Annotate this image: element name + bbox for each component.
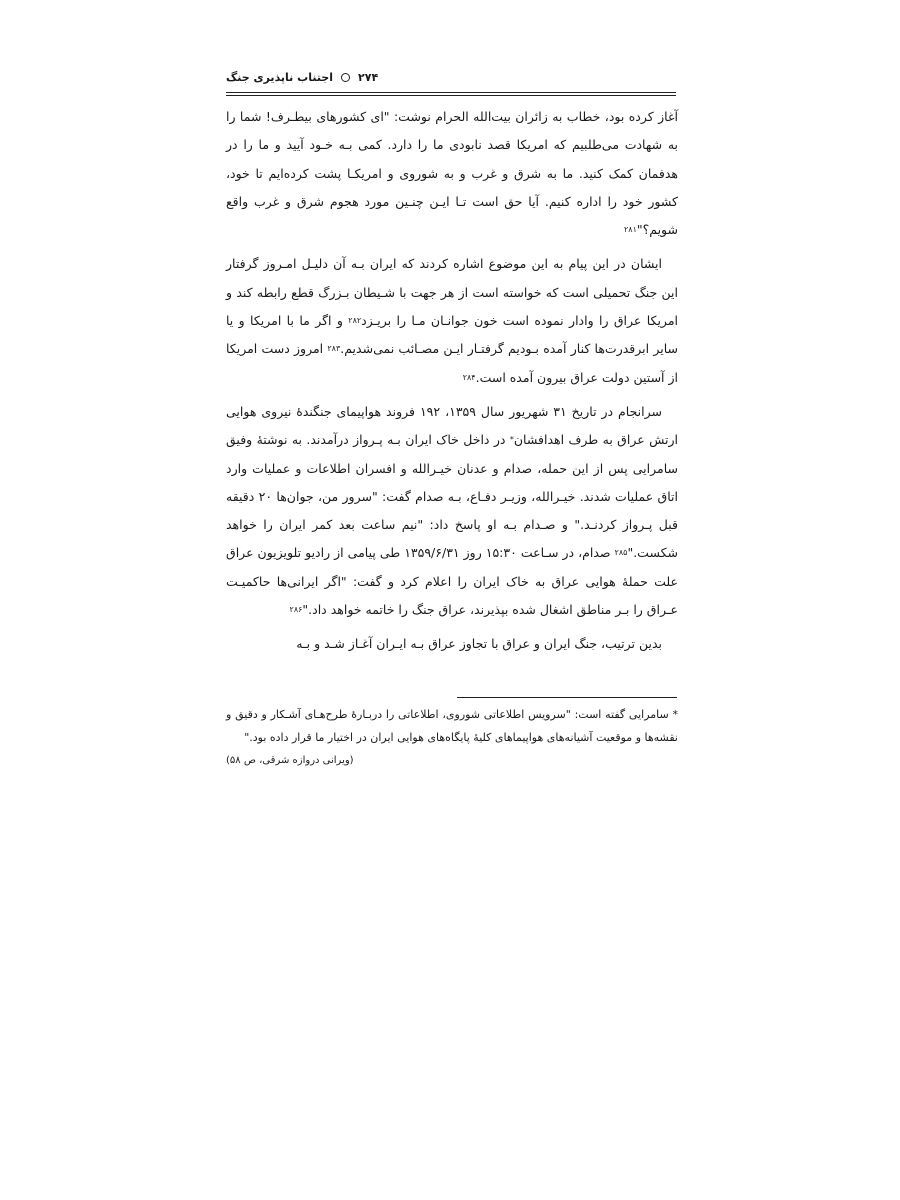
footnote (226, 703, 678, 772)
paragraph-3-text-b: در داخل خاک ایران بـه پـرواز درآمدند. به نوشتهٔ وفیق سامرایی پس از این حمله، صدام و عدنان خیـرالله و افسران اطلاعات و عملیات وارد اتاق عملیات شدند. خیـرالله، وزیـر دفـاع، بـه صدام گفت: "سرور من، جوان‌ها ۲۰ دقیقه قبل پـرواز کردنـد." و صـدام بـه او پاسخ داد: "نیم ساعت بعد کمر ایران را خواهد شکست." (226, 432, 679, 561)
circle-separator-icon (341, 73, 350, 82)
paragraph-1 (226, 103, 678, 244)
page-number: ۲۷۴ (358, 70, 379, 84)
running-header (226, 62, 676, 92)
main-text (226, 103, 678, 659)
running-title: اجتناب ناپذیری جنگ (226, 70, 334, 84)
footnote-source: (ویرانی دروازه شرقی، ص ۵۸) (226, 755, 354, 766)
paragraph-3-text-c: صدام، در سـاعت ۱۵:۳۰ روز ۱۳۵۹/۶/۳۱ طی پیامی از رادیو تلویزیون عراق علت حملهٔ هوایی عراق به خاک ایران را اعلام کرد و گفت: "اگر ایرانی‌ها حاکمیـت عـراق را بـر مناطق اشغال شده بپذیرند، عراق جنگ را خاتمه خواهد داد." (226, 545, 678, 618)
paragraph-3 (226, 398, 678, 624)
endnote-ref-284: ۲۸۴ (462, 372, 476, 382)
paragraph-1-text: آغاز کرده بود، خطاب به زائران بیت‌الله الحرام نوشت: "ای کشورهای بیطـرف! شما را به شهادت می‌طلبیم که امریکا قصد نابودی ما را دارد. کمی بـه خـود آیید و ما را در هدفمان کمک کنید. ما به شرق و غرب و به شوروی و امریکـا پشت کرده‌ایم تا خود، کشور خود را اداره کنیم. آیا حق است تـا ایـن چنـین مورد هجوم شرق و غرب واقع شویم؟" (226, 109, 678, 238)
footnote-text: * سامرایی گفته است: "سرویس اطلاعاتی شوروی، اطلاعاتی را دربـارهٔ طرح‌هـای آشـکار و دقیق و نقشه‌ها و موقعیت آشیانه‌های هواپیماهای کلیهٔ پایگاه‌های هوایی ایران در اختیار ما قرار داده بود." (226, 708, 678, 744)
paragraph-2 (226, 250, 678, 391)
endnote-ref-285: ۲۸۵ (614, 548, 628, 558)
paragraph-2-text-b: و اگر ما با امریکا و یا سایر ابرقدرت‌ها کنار آمده بـودیم گرفتـار ایـن مصـائب نمی‌شدیم. (226, 313, 678, 357)
header-rule-secondary (226, 95, 676, 96)
paragraph-2-text-a: ایشان در این پیام به این موضوع اشاره کردند که ایران بـه آن دلیـل امـروز گرفتار این جنگ تحمیلی است که خواسته است از هر جهت با شـیطان بـزرگ قطع رابطه کند و امریکا عراق را وادار نموده است خون جوانـان مـا را بریـزد (226, 256, 678, 329)
footnote-rule (457, 697, 677, 698)
footnote-marker: * (509, 435, 514, 445)
paragraph-4 (226, 630, 678, 658)
paragraph-2-text-c: امروز دست امریکا از آستین دولت عراق بیرون آمده است. (226, 341, 678, 385)
endnote-ref-283: ۲۸۳ (327, 344, 341, 354)
endnote-ref-281: ۲۸۱ (623, 225, 637, 235)
endnote-ref-282: ۲۸۲ (348, 316, 362, 326)
paragraph-4-text: بدین ترتیب، جنگ ایران و عراق با تجاوز عراق بـه ایـران آغـاز شـد و بـه (296, 636, 662, 652)
endnote-ref-286: ۲۸۶ (289, 605, 303, 615)
paragraph-3-text-a: سرانجام در تاریخ ۳۱ شهریور سال ۱۳۵۹، ۱۹۲ فروند هواپیمای جنگندهٔ نیروی هوایی ارتش عراق به طرف اهدافشان (226, 403, 679, 448)
header-rule (226, 92, 676, 93)
